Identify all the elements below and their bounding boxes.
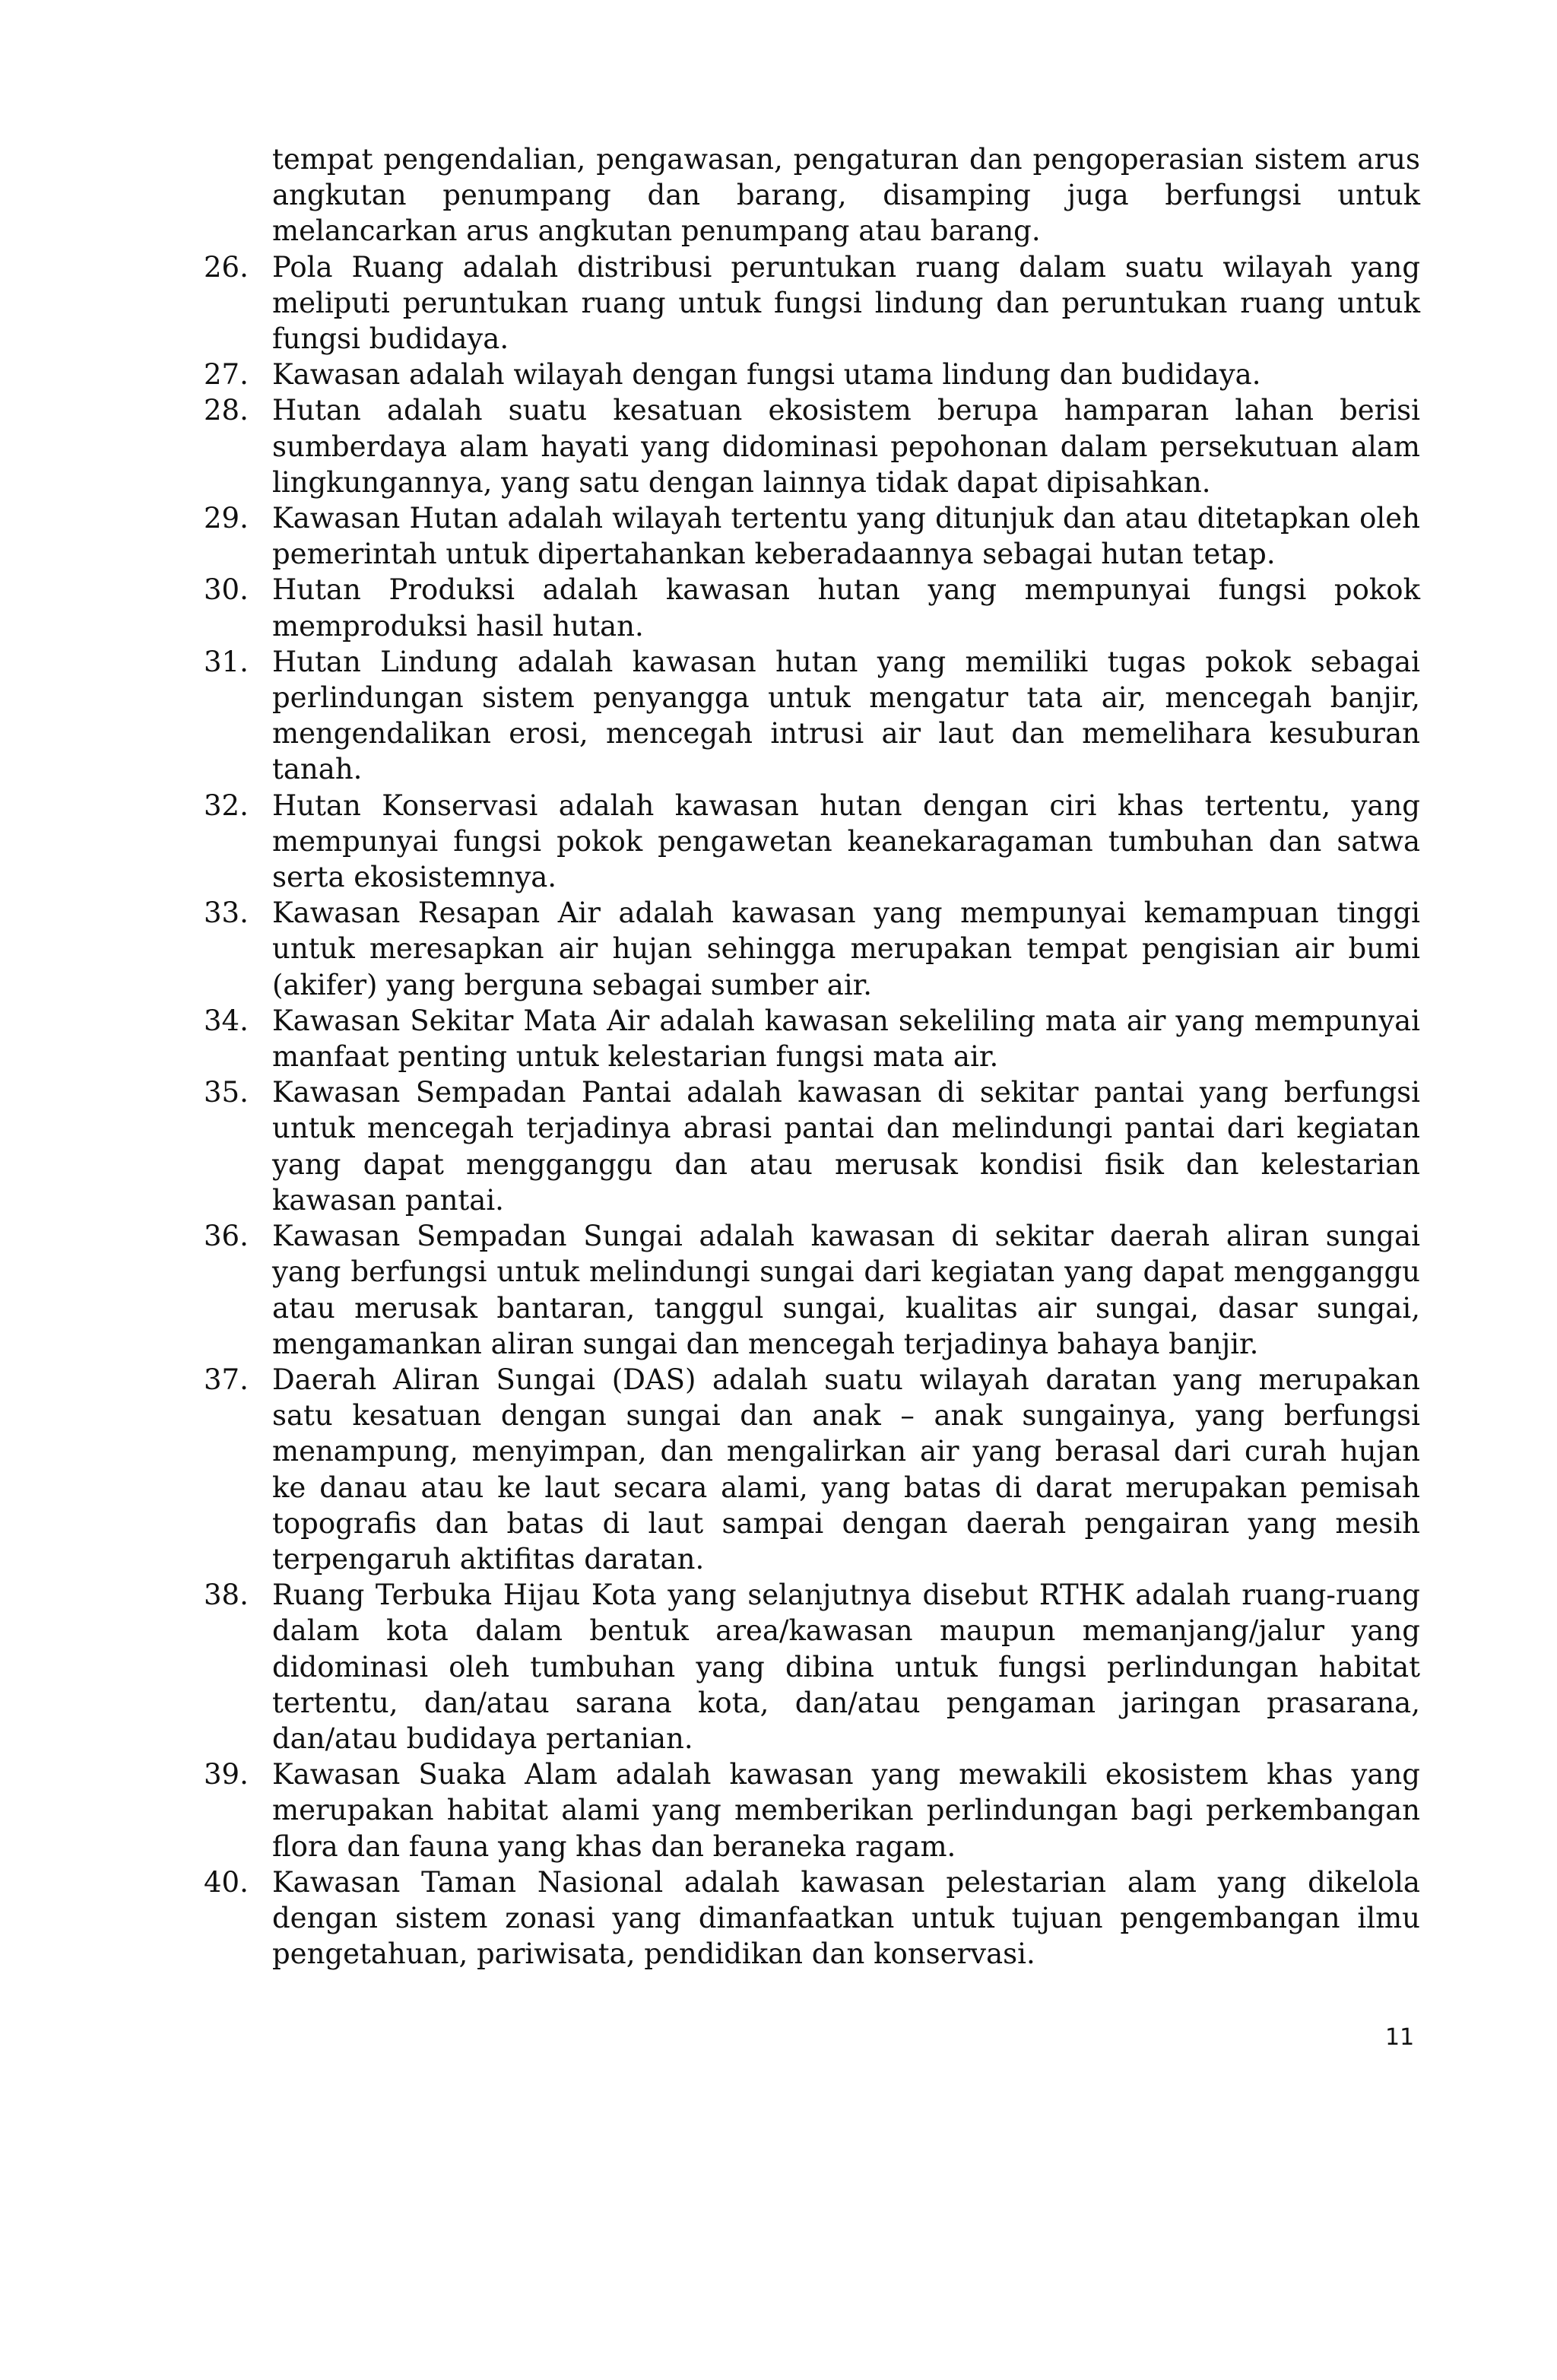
item-number: 34. [204, 1004, 249, 1037]
item-number: 35. [204, 1076, 249, 1109]
item-number: 28. [204, 394, 249, 427]
item-text: Kawasan Hutan adalah wilayah tertentu yang ditunjuk dan atau ditetapkan oleh pemerintah untuk dipertahankan keberadaannya sebagai hutan tetap. [272, 502, 1420, 571]
item-text: Kawasan Resapan Air adalah kawasan yang mempunyai kemampuan tinggi untuk meresapkan air hujan sehingga merupakan tempat pengisian air bumi (akifer) yang berguna sebagai sumber air. [272, 896, 1420, 1001]
list-item-35 [204, 1074, 1420, 1218]
list-item-36 [204, 1218, 1420, 1362]
continuation-paragraph [204, 141, 1420, 249]
continuation-text: tempat pengendalian, pengawasan, pengaturan dan pengoperasian sistem arus angkutan penumpang dan barang, disamping juga berfungsi untuk melancarkan arus angkutan penumpang atau barang. [272, 143, 1420, 248]
list-item-39 [204, 1756, 1420, 1864]
item-text: Hutan Produksi adalah kawasan hutan yang mempunyai fungsi pokok memproduksi hasil hutan. [272, 573, 1420, 643]
list-item-26 [204, 249, 1420, 357]
item-text: Kawasan Suaka Alam adalah kawasan yang mewakili ekosistem khas yang merupakan habitat alami yang memberikan perlindungan bagi perkembangan flora dan fauna yang khas dan beraneka ragam. [272, 1758, 1420, 1863]
list-item-31 [204, 644, 1420, 788]
item-text: Kawasan Taman Nasional adalah kawasan pelestarian alam yang dikelola dengan sistem zonasi yang dimanfaatkan untuk tujuan pengembangan ilmu pengetahuan, pariwisata, pendidikan dan konservasi. [272, 1865, 1420, 1971]
item-number: 33. [204, 896, 249, 930]
item-text: Daerah Aliran Sungai (DAS) adalah suatu wilayah daratan yang merupakan satu kesatuan dengan sungai dan anak – anak sungainya, yang berfungsi menampung, menyimpan, dan mengalirkan air yang berasal dari curah hujan ke danau atau ke laut secara alami, yang batas di darat merupakan pemisah topografis dan batas di laut sampai dengan daerah pengairan yang mesih terpengaruh aktifitas daratan. [272, 1363, 1420, 1576]
list-item-40 [204, 1864, 1420, 1972]
item-number: 31. [204, 645, 249, 678]
item-number: 38. [204, 1579, 249, 1612]
item-text: Kawasan adalah wilayah dengan fungsi utama lindung dan budidaya. [272, 358, 1261, 392]
item-number: 26. [204, 250, 249, 284]
item-text: Hutan Konservasi adalah kawasan hutan dengan ciri khas tertentu, yang mempunyai fungsi pokok pengawetan keanekaragaman tumbuhan dan satwa serta ekosistemnya. [272, 789, 1420, 894]
page-number: 11 [1385, 2024, 1415, 2051]
list-item-33 [204, 895, 1420, 1003]
item-text: Kawasan Sempadan Pantai adalah kawasan di sekitar pantai yang berfungsi untuk mencegah terjadinya abrasi pantai dan melindungi pantai dari kegiatan yang dapat mengganggu dan atau merusak kondisi fisik dan kelestarian kawasan pantai. [272, 1076, 1420, 1217]
list-item-34 [204, 1003, 1420, 1074]
item-number: 27. [204, 358, 249, 392]
list-item-29 [204, 500, 1420, 572]
list-item-30 [204, 572, 1420, 643]
item-number: 36. [204, 1220, 249, 1253]
item-text: Hutan Lindung adalah kawasan hutan yang memiliki tugas pokok sebagai perlindungan sistem penyangga untuk mengatur tata air, mencegah banjir, mengendalikan erosi, mencegah intrusi air laut dan memelihara kesuburan tanah. [272, 645, 1420, 786]
list-item-28 [204, 392, 1420, 500]
item-number: 30. [204, 573, 249, 607]
list-item-37 [204, 1362, 1420, 1577]
item-number: 32. [204, 789, 249, 822]
item-number: 40. [204, 1865, 249, 1899]
list-item-38 [204, 1577, 1420, 1756]
item-text: Ruang Terbuka Hijau Kota yang selanjutnya disebut RTHK adalah ruang-ruang dalam kota dalam bentuk area/kawasan maupun memanjang/jalur yang didominasi oleh tumbuhan yang dibina untuk fungsi perlindungan habitat tertentu, dan/atau sarana kota, dan/atau pengaman jaringan prasarana, dan/atau budidaya pertanian. [272, 1579, 1420, 1755]
item-text: Kawasan Sempadan Sungai adalah kawasan di sekitar daerah aliran sungai yang berfungsi untuk melindungi sungai dari kegiatan yang dapat mengganggu atau merusak bantaran, tanggul sungai, kualitas air sungai, dasar sungai, mengamankan aliran sungai dan mencegah terjadinya bahaya banjir. [272, 1220, 1420, 1360]
item-text: Pola Ruang adalah distribusi peruntukan ruang dalam suatu wilayah yang meliputi peruntukan ruang untuk fungsi lindung dan peruntukan ruang untuk fungsi budidaya. [272, 250, 1420, 356]
list-item-27 [204, 357, 1420, 392]
item-text: Hutan adalah suatu kesatuan ekosistem berupa hamparan lahan berisi sumberdaya alam hayati yang didominasi pepohonan dalam persekutuan alam lingkungannya, yang satu dengan lainnya tidak dapat dipisahkan. [272, 394, 1420, 499]
item-number: 29. [204, 502, 249, 535]
item-number: 37. [204, 1363, 249, 1396]
document-body [204, 141, 1420, 1972]
list-item-32 [204, 788, 1420, 896]
item-number: 39. [204, 1758, 249, 1791]
item-text: Kawasan Sekitar Mata Air adalah kawasan sekeliling mata air yang mempunyai manfaat penting untuk kelestarian fungsi mata air. [272, 1004, 1420, 1074]
